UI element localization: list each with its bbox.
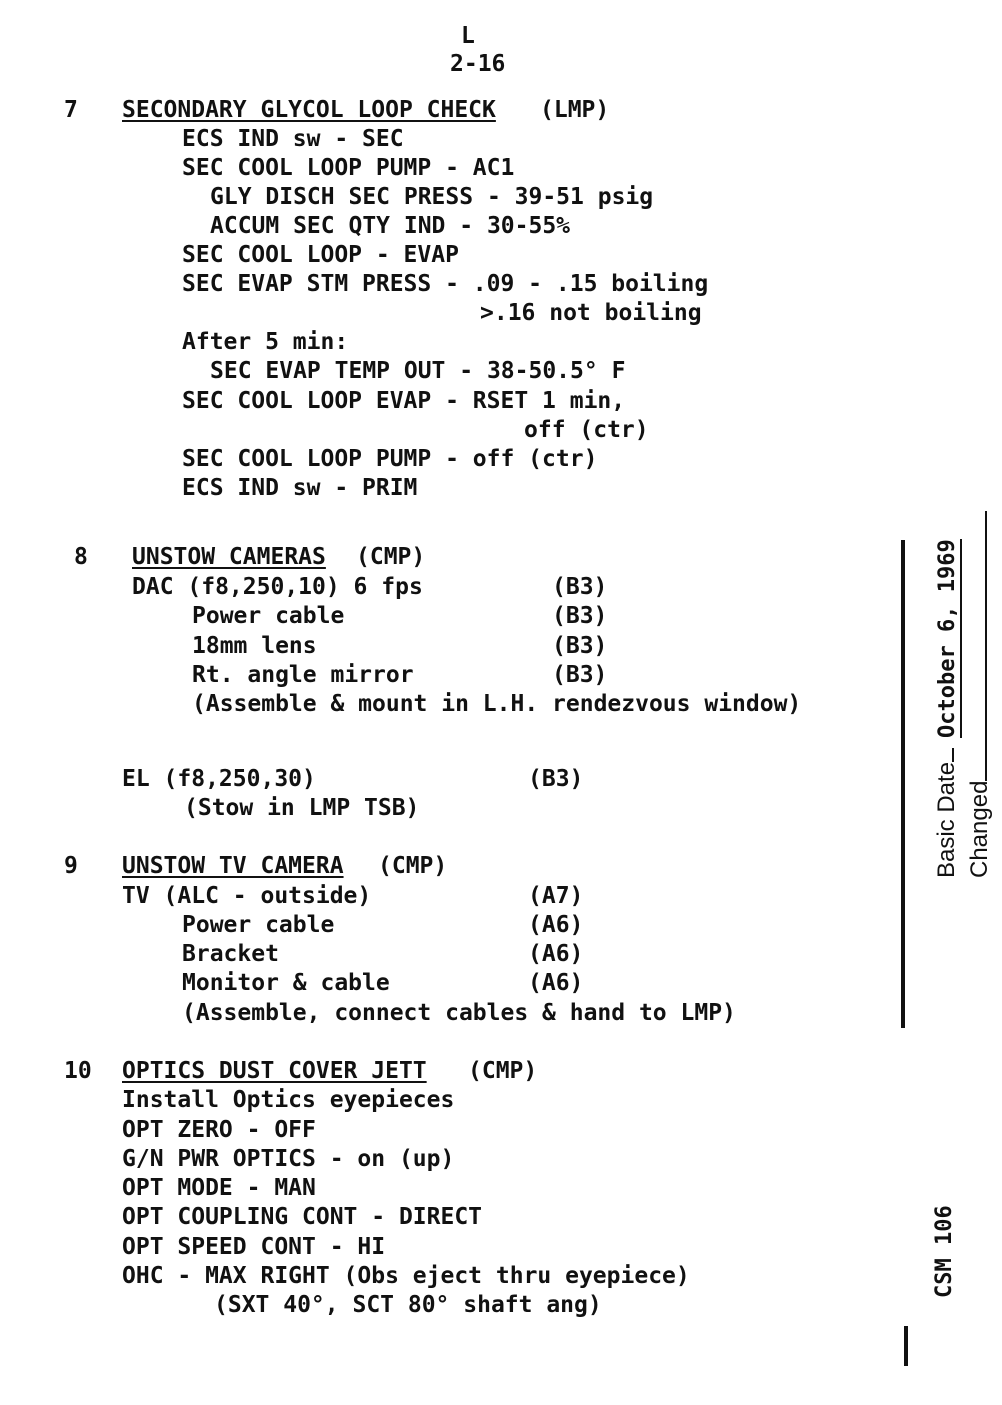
section-8-item-loc: (B3) (552, 574, 608, 600)
section-9-title: UNSTOW TV CAMERA (122, 853, 344, 879)
section-10-line: OPT SPEED CONT - HI (122, 1234, 386, 1260)
section-9-crew: (CMP) (378, 853, 448, 879)
section-10-line: OPT MODE - MAN (122, 1175, 316, 1201)
section-9-item-loc: (A6) (528, 912, 584, 938)
section-9-item-loc: (A7) (528, 883, 584, 909)
section-7-line: >.16 not boiling (480, 300, 702, 326)
section-8-item-loc: (B3) (552, 662, 608, 688)
section-8-item-label: (Stow in LMP TSB) (184, 795, 420, 821)
section-7-line: After 5 min: (182, 329, 349, 355)
section-7-line: ECS IND sw - SEC (182, 126, 404, 152)
section-10-line: (SXT 40°, SCT 80° shaft ang) (214, 1292, 602, 1318)
section-7-line: off (ctr) (524, 417, 649, 443)
section-7-line: SEC COOL LOOP EVAP - RSET 1 min, (182, 388, 626, 414)
section-8-item-label: (Assemble & mount in L.H. rendezvous window) (192, 691, 802, 717)
section-8-item-loc: (B3) (552, 633, 608, 659)
section-7-line: SEC EVAP TEMP OUT - 38-50.5° F (210, 358, 626, 384)
document-id: CSM 106 (932, 1205, 957, 1298)
section-9-item-label: Bracket (182, 941, 279, 967)
change-bar (904, 1326, 908, 1366)
section-8-item-label: Power cable (192, 603, 345, 629)
section-10-crew: (CMP) (468, 1058, 538, 1084)
section-7-crew: (LMP) (540, 97, 610, 123)
section-8-item-label: Rt. angle mirror (192, 662, 414, 688)
section-9-item-label: Power cable (182, 912, 335, 938)
section-8-crew: (CMP) (356, 544, 426, 570)
section-9-item-label: TV (ALC - outside) (122, 883, 372, 909)
section-10-line: Install Optics eyepieces (122, 1087, 455, 1113)
section-7-line: SEC COOL LOOP - EVAP (182, 242, 459, 268)
section-8-number: 8 (74, 544, 88, 570)
section-10-number: 10 (64, 1058, 92, 1084)
section-7-line: ACCUM SEC QTY IND - 30-55% (210, 213, 571, 239)
section-7-line: ECS IND sw - PRIM (182, 475, 418, 501)
section-8-item-loc: (B3) (552, 603, 608, 629)
section-8-item-loc: (B3) (528, 766, 584, 792)
changed-stamp (966, 511, 994, 878)
section-8-title: UNSTOW CAMERAS (132, 544, 326, 570)
section-9-item-label: (Assemble, connect cables & hand to LMP) (182, 1000, 736, 1026)
section-10-line: OPT COUPLING CONT - DIRECT (122, 1204, 483, 1230)
section-8-item-label: 18mm lens (192, 633, 317, 659)
section-7-number: 7 (64, 97, 78, 123)
section-8-item-label: DAC (f8,250,10) 6 fps (132, 574, 423, 600)
change-bar (901, 540, 905, 1028)
section-9-item-label: Monitor & cable (182, 970, 390, 996)
section-7-line: SEC EVAP STM PRESS - .09 - .15 boiling (182, 271, 709, 297)
section-10-line: G/N PWR OPTICS - on (up) (122, 1146, 455, 1172)
section-10-line: OPT ZERO - OFF (122, 1117, 316, 1143)
section-9-item-loc: (A6) (528, 941, 584, 967)
section-7-line: SEC COOL LOOP PUMP - off (ctr) (182, 446, 598, 472)
basic-date-label: Basic Date (933, 761, 960, 878)
section-10-line: OHC - MAX RIGHT (Obs eject thru eyepiece) (122, 1263, 690, 1289)
section-7-line: GLY DISCH SEC PRESS - 39-51 psig (210, 184, 654, 210)
section-7-line: SEC COOL LOOP PUMP - AC1 (182, 155, 515, 181)
page-number: 2-16 (450, 51, 506, 77)
basic-date-stamp (933, 539, 962, 878)
section-9-number: 9 (64, 853, 78, 879)
page-letter: L (461, 23, 475, 49)
section-7-title: SECONDARY GLYCOL LOOP CHECK (122, 97, 496, 123)
section-8-item-label: EL (f8,250,30) (122, 766, 316, 792)
section-9-item-loc: (A6) (528, 970, 584, 996)
section-10-title: OPTICS DUST COVER JETT (122, 1058, 427, 1084)
changed-label: Changed (966, 780, 993, 878)
basic-date-value: October 6, 1969 (935, 539, 960, 738)
